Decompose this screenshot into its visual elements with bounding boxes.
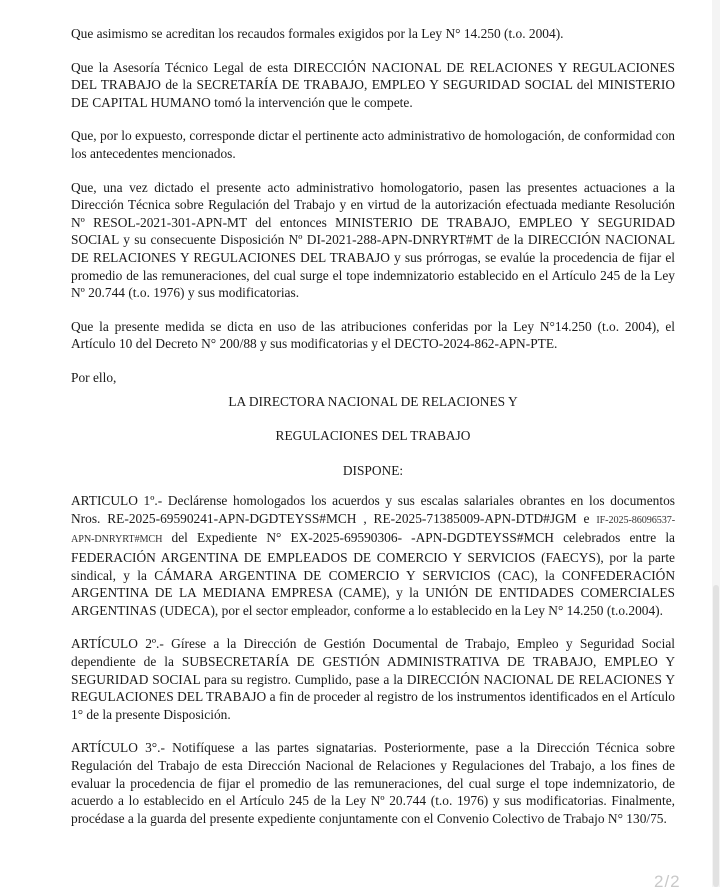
paragraph-recaudos: Que asimismo se acreditan los recaudos formales exigidos por la Ley N° 14.250 (t.o. 2004). bbox=[71, 26, 564, 41]
article-1-document-reference: IF-2025-86096537-APN-DNRYRT#MCH bbox=[71, 514, 675, 546]
article-1-text-a: ARTICULO 1º.- Declárense homologados los acuerdos y sus escalas salariales obrantes en los documentos Nros. RE-2025-69590241-APN-DGDTEYSS#MCH , RE-2025-71385009-APN-DTD#JGM e bbox=[71, 493, 675, 526]
page-counter: 2/2 bbox=[654, 872, 681, 891]
article-1-text-b: del Expediente N° EX-2025-69590306- -APN-DGDTEYSS#MCH celebrados entre la FEDERACIÓN ARGENTINA DE EMPLEADOS DE COMERCIO Y SERVICIOS (FAECYS), por la parte sindical, y la CÁMARA ARGENTINA DE COMERCIO Y SERVICIOS (CAC), la CONFEDERACIÓN ARGENTINA DE LA MEDIANA EMPRESA (CAME), y la UNIÓN DE ENTIDADES COMERCIALES ARGENTINAS (UDECA), por el sector empleador, conforme a lo establecido en la Ley N° 14.250 (t.o.2004). bbox=[71, 530, 675, 618]
article-3: ARTÍCULO 3°.- Notifíquese a las partes signatarias. Posteriormente, pase a la Dirección Técnica sobre Regulación del Trabajo de esta Dirección Nacional de Relaciones y Regulaciones del Trabajo, a los fines de evaluar la procedencia de fijar el promedio de las remuneraciones, del cual surge el tope indemnizatorio, de acuerdo a lo establecido en el Artículo 245 de la Ley Nº 20.744 (t.o. 1976) y sus modificatorias. Finalmente, procédase a la guarda del presente expediente conjuntamente con el Convenio Colectivo de Trabajo N° 130/75. bbox=[71, 740, 675, 826]
paragraph-actuaciones: Que, una vez dictado el presente acto administrativo homologatorio, pasen las presentes actuaciones a la Dirección Técnica sobre Regulación del Trabajo y en virtud de la autorización efectuada mediante Resolución Nº RESOL-2021-301-APN-MT del entonces MINISTERIO DE TRABAJO, EMPLEO Y SEGURIDAD SOCIAL y su consecuente Disposición Nº DI-2021-288-APN-DNRYRT#MT de la DIRECCIÓN NACIONAL DE RELACIONES Y REGULACIONES DEL TRABAJO y sus prórrogas, se evalúe la procedencia de fijar el promedio de las remuneraciones, del cual surge el tope indemnizatorio establecido en el Artículo 245 de la Ley Nº 20.744 (t.o. 1976) y sus modificatorias. bbox=[71, 179, 675, 301]
document-page bbox=[71, 25, 675, 843]
paragraph-por-ello: Por ello, bbox=[71, 369, 117, 385]
heading-directora: LA DIRECTORA NACIONAL DE RELACIONES Y bbox=[228, 393, 518, 409]
heading-dispone: DISPONE: bbox=[342, 462, 404, 478]
scrollbar-thumb[interactable] bbox=[713, 585, 719, 887]
paragraph-asesoria: Que la Asesoría Técnico Legal de esta DIRECCIÓN NACIONAL DE RELACIONES Y REGULACIONES DEL TRABAJO de la SECRETARÍA DE TRABAJO, EMPLEO Y SEGURIDAD SOCIAL del MINISTERIO DE CAPITAL HUMANO tomó la intervención que le compete. bbox=[71, 59, 675, 110]
article-2: ARTÍCULO 2º.- Gírese a la Dirección de Gestión Documental de Trabajo, Empleo y Seguridad Social dependiente de la SUBSECRETARÍA DE GESTIÓN ADMINISTRATIVA DE TRABAJO, EMPLEO Y SEGURIDAD SOCIAL para su registro. Cumplido, pase a la DIRECCIÓN NACIONAL DE RELACIONES Y REGULACIONES DEL TRABAJO a fin de proceder al registro de los instrumentos identificados en el Artículo 1° de la presente Disposición. bbox=[71, 636, 675, 722]
article-1 bbox=[71, 492, 675, 619]
vertical-scrollbar[interactable] bbox=[712, 0, 720, 887]
paragraph-homologacion: Que, por lo expuesto, corresponde dictar el pertinente acto administrativo de homologación, de conformidad con los antecedentes mencionados. bbox=[71, 128, 675, 161]
heading-regulaciones: REGULACIONES DEL TRABAJO bbox=[275, 428, 471, 444]
paragraph-atribuciones: Que la presente medida se dicta en uso de las atribuciones conferidas por la Ley N°14.250 (t.o. 2004), el Artículo 10 del Decreto N° 200/88 y sus modificatorias y el DECTO-2024-862-APN-PTE. bbox=[71, 318, 675, 352]
